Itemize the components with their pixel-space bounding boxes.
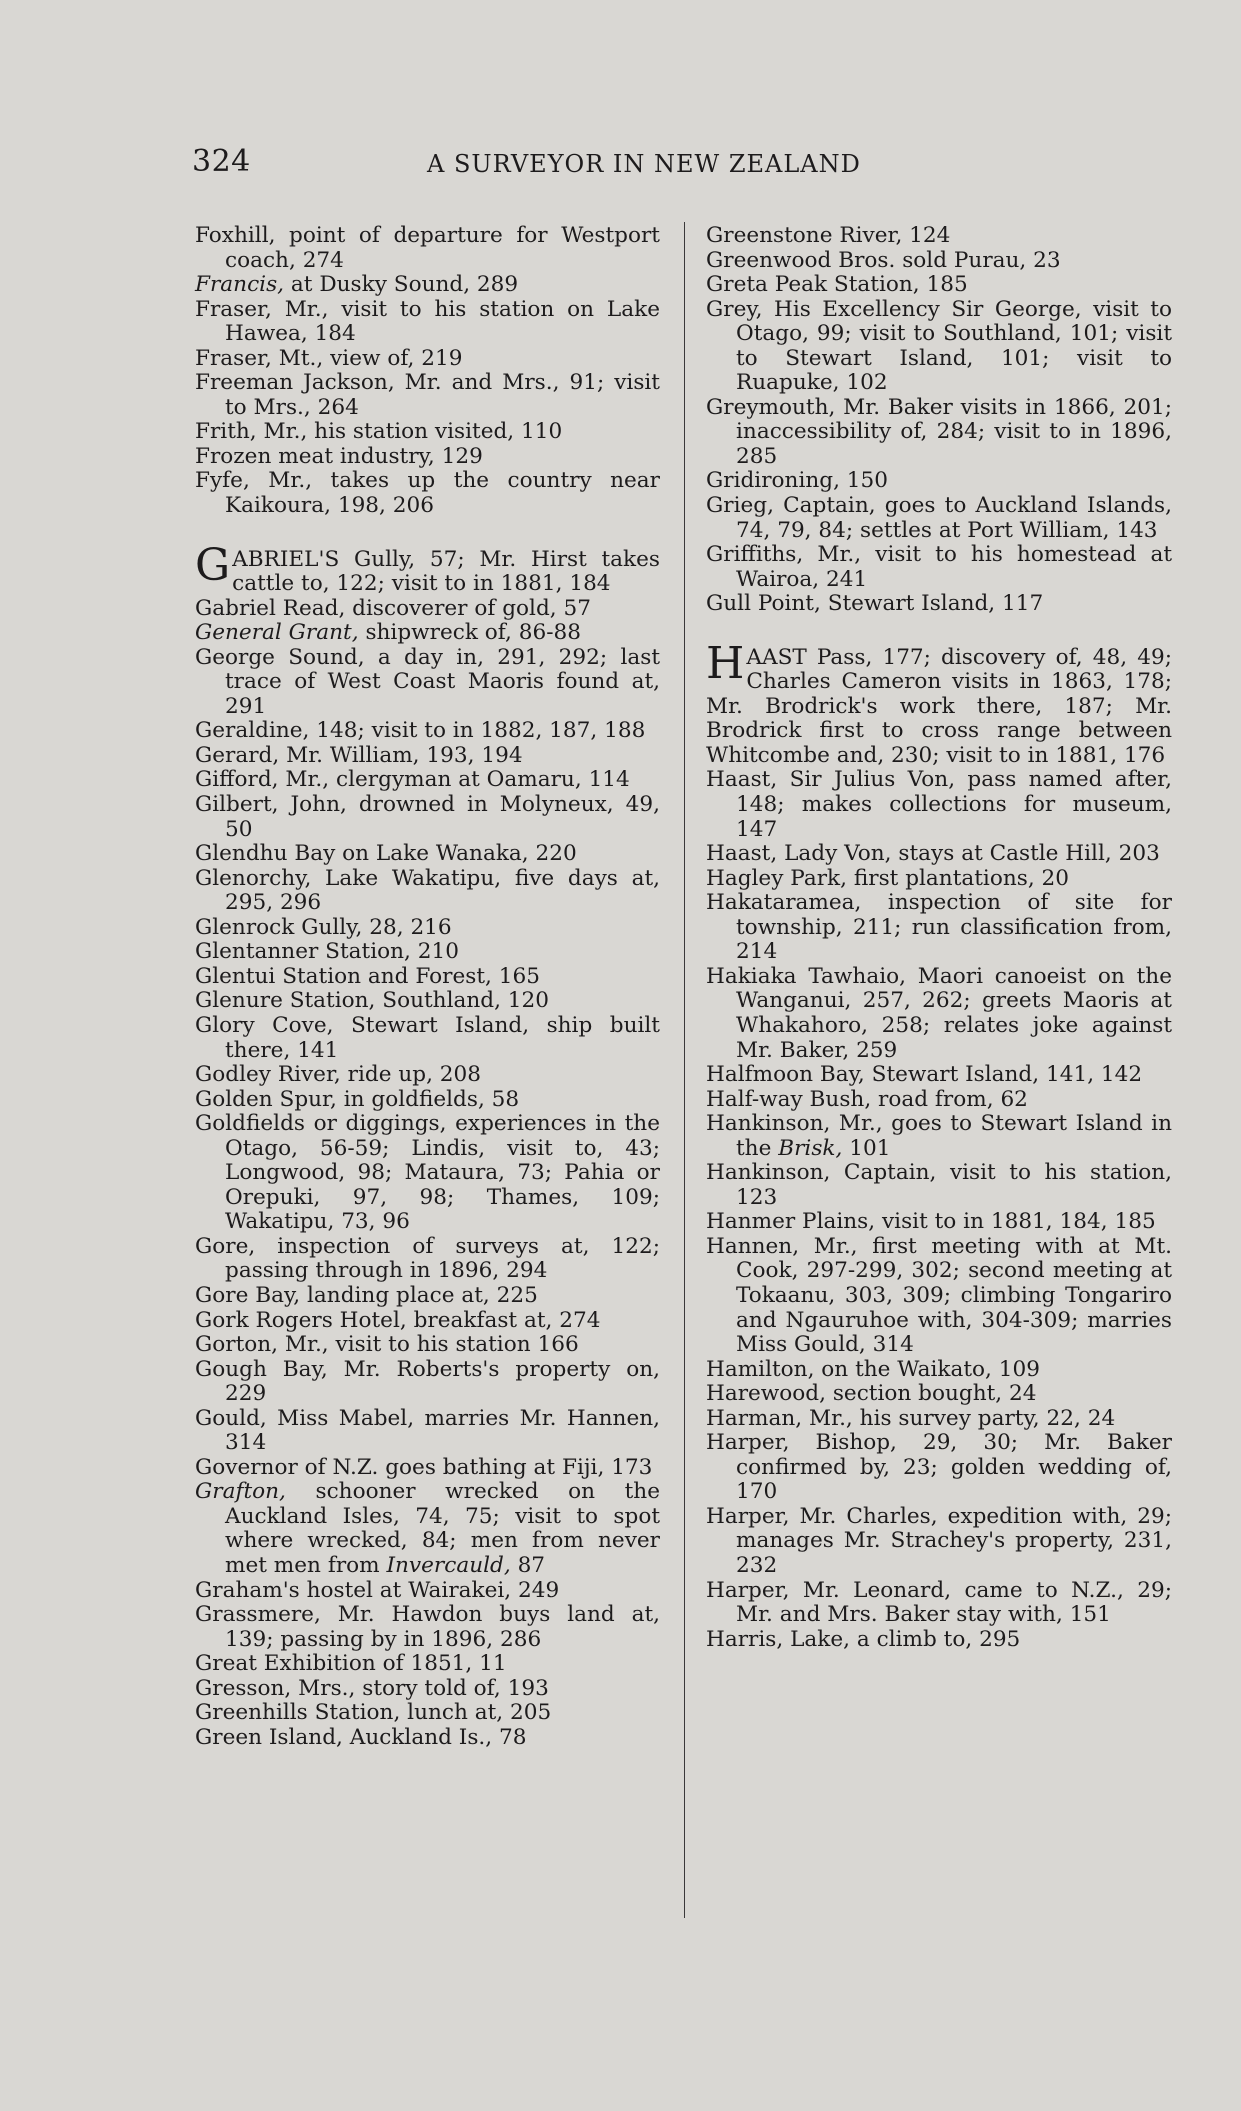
index-entry: Grassmere, Mr. Hawdon buys land at, 139; passing by in 1896, 286: [195, 1602, 660, 1652]
index-entry: Glentui Station and Forest, 165: [195, 963, 540, 989]
ship-name: Grafton,: [195, 1479, 286, 1505]
index-entry: Fraser, Mt., view of, 219: [195, 345, 463, 371]
index-entry: Half-way Bush, road from, 62: [706, 1086, 1028, 1112]
entry-text: at Dusky Sound, 289: [284, 272, 519, 298]
index-entry: Hakiaka Tawhaio, Maori canoeist on the Wanganui, 257, 262; greets Maoris at Whakahoro, 258; relates joke against Mr. Baker, 259: [706, 963, 1172, 1063]
index-entry: Gore, inspection of surveys at, 122; passing through in 1896, 294: [195, 1233, 660, 1284]
index-entry: Godley River, ride up, 208: [195, 1062, 482, 1088]
index-entry: Glory Cove, Stewart Island, ship built there, 141: [195, 1012, 660, 1063]
entry-text: AAST Pass, 177; discovery of, 48, 49; Charles Cameron visits in 1863, 178; Mr. Brodrick's work there, 187; Mr. Brodrick first to cross range between Whitcombe and, 230; visit to in 1881, 176: [706, 644, 1172, 768]
index-entry: Great Exhibition of 1851, 11: [195, 1651, 507, 1677]
entry-text: 87: [510, 1552, 546, 1578]
index-entry: Greymouth, Mr. Baker visits in 1866, 201; inaccessibility of, 284; visit to in 1896, 285: [706, 394, 1172, 469]
page-header: [192, 144, 942, 184]
index-entry: Hagley Park, first plantations, 20: [706, 865, 1070, 891]
index-entry: Harper, Mr. Charles, expedition with, 29; manages Mr. Strachey's property, 231, 232: [706, 1503, 1172, 1578]
entry-text: Hankinson, Mr., goes to Stewart Island in the: [706, 1111, 1172, 1161]
drop-cap-h: H: [706, 637, 745, 689]
index-entry: Gould, Miss Mabel, marries Mr. Hannen, 314: [195, 1405, 660, 1456]
index-entry: Greenstone River, 124: [706, 223, 951, 248]
index-entry: Gridironing, 150: [706, 468, 889, 494]
index-entry: Greta Peak Station, 185: [706, 272, 968, 298]
entry-text: schooner wrecked on the Auckland Isles, 74, 75; visit to spot where wrecked, 84; men from never met men from: [225, 1479, 660, 1578]
index-entry: Fyfe, Mr., takes up the country near Kaikoura, 198, 206: [195, 468, 660, 519]
index-entry: Harewood, section bought, 24: [706, 1381, 1037, 1407]
running-title: A SURVEYOR IN NEW ZEALAND: [427, 150, 861, 178]
index-entry: Hankinson, Captain, visit to his station, 123: [706, 1160, 1172, 1210]
index-entry: [706, 1112, 1172, 1161]
index-entry: Hannen, Mr., first meeting with at Mt. Cook, 297-299, 302; second meeting at Tokaanu, 303, 309; climbing Tongariro and Ngauruhoe with, 304-309; marries Miss Gould, 314: [706, 1233, 1172, 1358]
index-entry: [195, 273, 660, 298]
index-entry: Gore Bay, landing place at, 225: [195, 1282, 538, 1308]
index-entry: [195, 1480, 660, 1578]
index-entry: Geraldine, 148; visit to in 1882, 187, 188: [195, 718, 646, 744]
index-entry: Freeman Jackson, Mr. and Mrs., 91; visit to Mrs., 264: [195, 370, 660, 420]
index-entry: Gough Bay, Mr. Roberts's property on, 229: [195, 1356, 660, 1407]
index-entry: Golden Spur, in goldfields, 58: [195, 1086, 520, 1112]
index-entry: Glenrock Gully, 28, 216: [195, 914, 452, 940]
ship-name: Francis,: [195, 272, 285, 298]
column-divider: [684, 222, 685, 1918]
index-entry: Foxhill, point of departure for Westport coach, 274: [195, 223, 660, 273]
entry-text: shipwreck of, 86-88: [358, 620, 581, 646]
index-entry: Haast, Lady Von, stays at Castle Hill, 203: [706, 841, 1160, 867]
index-entry: Glentanner Station, 210: [195, 939, 459, 965]
ship-name: Brisk,: [778, 1135, 843, 1161]
index-entry-section-h: [706, 637, 1172, 769]
entry-text: ABRIEL'S Gully, 57; Mr. Hirst takes cattle to, 122; visit to in 1881, 184: [232, 546, 660, 597]
index-entry: Harper, Bishop, 29, 30; Mr. Baker confirmed by, 23; golden wedding of, 170: [706, 1430, 1172, 1505]
index-entry: Hamilton, on the Waikato, 109: [706, 1356, 1040, 1382]
index-entry: Gabriel Read, discoverer of gold, 57: [195, 595, 591, 621]
index-entry: Gerard, Mr. William, 193, 194: [195, 742, 523, 768]
index-entry: Frozen meat industry, 129: [195, 443, 483, 469]
entry-text: 101: [842, 1135, 891, 1161]
index-entry: Greenwood Bros. sold Purau, 23: [706, 247, 1061, 273]
index-entry: Fraser, Mr., visit to his station on Lake Hawea, 184: [195, 296, 660, 347]
index-entry: Harper, Mr. Leonard, came to N.Z., 29; Mr. and Mrs. Baker stay with, 151: [706, 1577, 1172, 1628]
index-entry: Graham's hostel at Wairakei, 249: [195, 1577, 560, 1603]
page-number: 324: [192, 144, 251, 179]
index-entry: Grieg, Captain, goes to Auckland Islands, 74, 79, 84; settles at Port William, 143: [706, 493, 1172, 543]
index-entry: Greenhills Station, lunch at, 205: [195, 1700, 552, 1726]
index-entry: Gilbert, John, drowned in Molyneux, 49, 50: [195, 792, 660, 842]
index-entry: Goldfields or diggings, experiences in the Otago, 56-59; Lindis, visit to, 43; Longwood, 98; Mataura, 73; Pahia or Orepuki, 97, 98; Thames, 109; Wakatipu, 73, 96: [195, 1111, 660, 1235]
ship-name: General Grant,: [195, 620, 359, 646]
index-entry: Grey, His Excellency Sir George, visit to Otago, 99; visit to Southland, 101; visit to Stewart Island, 101; visit to Ruapuke, 102: [706, 296, 1172, 396]
index-entry: Frith, Mr., his station visited, 110: [195, 419, 563, 445]
index-entry: Harris, Lake, a climb to, 295: [706, 1626, 1021, 1652]
drop-cap-g: G: [195, 539, 231, 591]
index-entry: [195, 621, 660, 646]
index-entry: Hakataramea, inspection of site for township, 211; run classification from, 214: [706, 890, 1172, 965]
ship-name: Invercauld,: [386, 1552, 511, 1578]
index-entry: Glenorchy, Lake Wakatipu, five days at, 295, 296: [195, 865, 660, 916]
index-entry: George Sound, a day in, 291, 292; last trace of West Coast Maoris found at, 291: [195, 644, 660, 719]
index-entry: Governor of N.Z. goes bathing at Fiji, 173: [195, 1454, 653, 1480]
index-entry: Griffiths, Mr., visit to his homestead at Wairoa, 241: [706, 542, 1172, 592]
index-entry: Haast, Sir Julius Von, pass named after, 148; makes collections for museum, 147: [706, 767, 1172, 842]
index-entry: Gork Rogers Hotel, breakfast at, 274: [195, 1307, 601, 1333]
index-entry: Gull Point, Stewart Island, 117: [706, 591, 1044, 617]
index-entry: Green Island, Auckland Is., 78: [195, 1724, 527, 1750]
index-entry: Gorton, Mr., visit to his station 166: [195, 1332, 579, 1358]
index-entry: Gifford, Mr., clergyman at Oamaru, 114: [195, 767, 630, 793]
index-column-right: [706, 224, 1172, 1652]
index-entry: Hanmer Plains, visit to in 1881, 184, 185: [706, 1209, 1156, 1235]
index-entry: Gresson, Mrs., story told of, 193: [195, 1675, 549, 1701]
index-entry: Glendhu Bay on Lake Wanaka, 220: [195, 841, 577, 867]
index-entry: Halfmoon Bay, Stewart Island, 141, 142: [706, 1062, 1143, 1088]
index-entry: Glenure Station, Southland, 120: [195, 988, 550, 1014]
index-column-left: [195, 224, 660, 1750]
index-entry-section-g: [195, 539, 660, 597]
index-entry: Harman, Mr., his survey party, 22, 24: [706, 1405, 1116, 1431]
